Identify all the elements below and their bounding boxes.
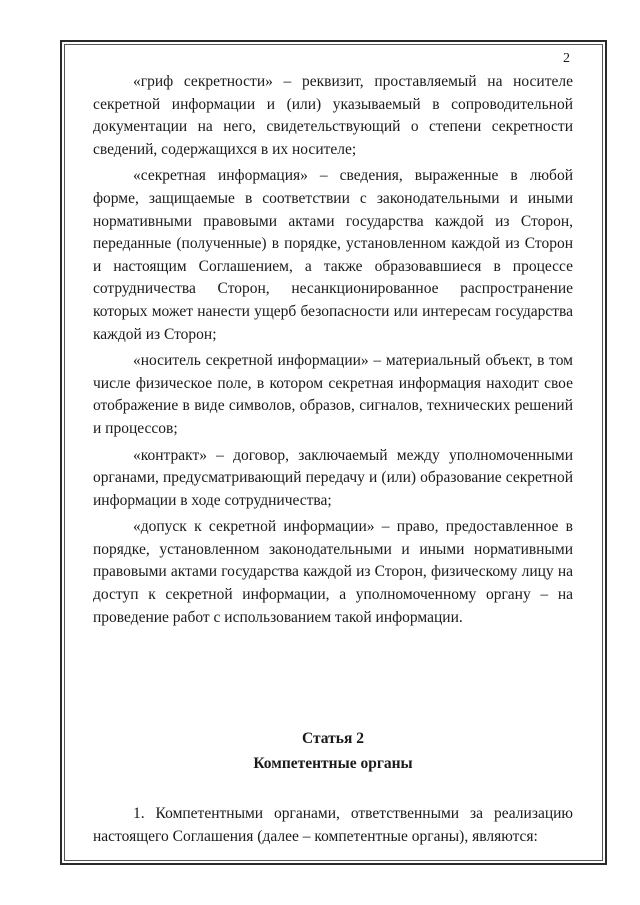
article-number-heading: Статья 2 (302, 730, 364, 747)
article-title-heading: Компетентные органы (253, 755, 413, 772)
definition-paragraph: «контракт» – договор, заключаемый между уполномоченными органами, предусматривающий передачу и (или) образование секретной информации в ходе сотрудничества; (93, 446, 573, 509)
definition-paragraph: «гриф секретности» – реквизит, проставляемый на носителе секретной информации и (или) указываемый в сопроводительной документации на него, свидетельствующий о степени секретности сведений, содержащихся в их носителе; (93, 73, 573, 158)
definition-paragraph: «допуск к секретной информации» – право, предоставленное в порядке, установленном законодательными и иными нормативными правовыми актами государства каждой из Сторон, физическому лицу на доступ к секретной информации, а уполномоченному органу – на проведение работ с использованием такой информации. (93, 518, 573, 626)
definitions-block (93, 71, 573, 633)
clause-paragraph: 1. Компетентными органами, ответственными за реализацию настоящего Соглашения (далее – компетентные органы), являются: (93, 805, 573, 845)
definition-paragraph: «секретная информация» – сведения, выраженные в любой форме, защищаемые в соответствии с законодательными и иными нормативными правовыми актами государства каждой из Сторон, переданные (полученные) в порядке, установленном каждой из Сторон и настоящим Соглашением, а также образовавшиеся в процессе сотрудничества Сторон, несанкционированное распространение которых может нанести ущерб безопасности или интересам государства каждой из Сторон; (93, 167, 573, 343)
definition-paragraph: «носитель секретной информации» – материальный объект, в том числе физическое поле, в котором секретная информация находит свое отображение в виде символов, образов, сигналов, технических решений и процессов; (93, 352, 573, 437)
article-clause-block (93, 803, 573, 848)
page-number: 2 (563, 51, 570, 66)
